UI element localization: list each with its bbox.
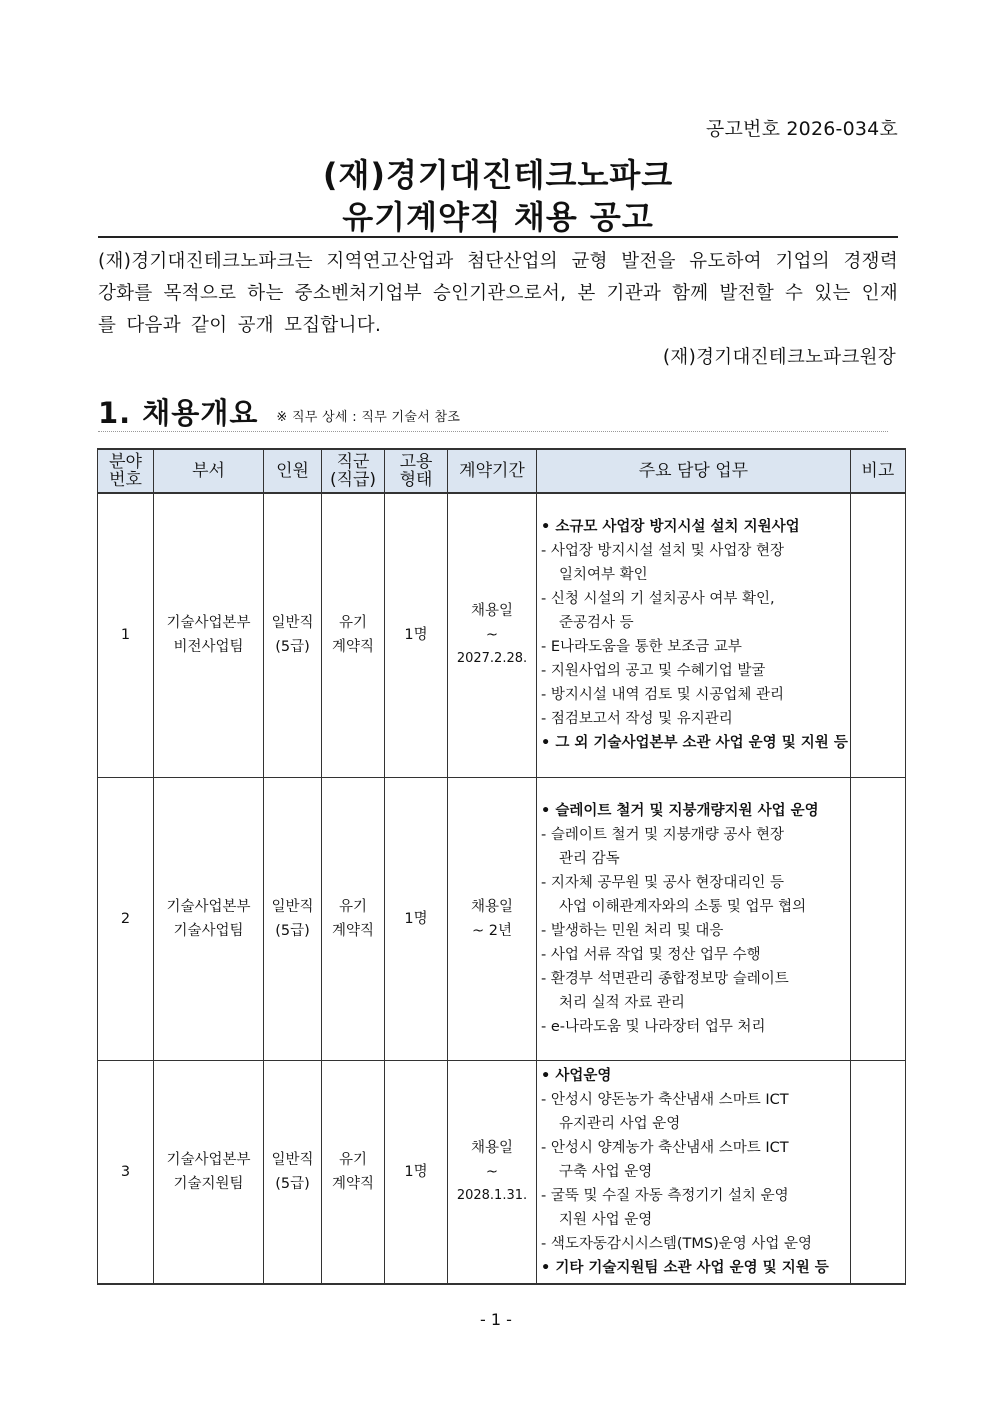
row-form: 유기 계약직: [322, 777, 385, 1060]
row-count: 1명: [385, 493, 448, 777]
table-header-row: [98, 449, 906, 493]
title-notice: 유기계약직 채용 공고: [342, 198, 654, 236]
row-duties: • 소규모 사업장 방지시설 설치 지원사업 - 사업장 방지시설 설치 및 사업장 현장 일치여부 확인 - 신청 시설의 기 설치공사 여부 확인, 준공검사 등 - E나라도움을 통한 보조금 교부 - 지원사업의 공고 및 수혜기업 발굴 - 방지시설 내역 검토 및 시공업체 관리 - 점검보고서 작성 및 유지관리 • 그 외 기술사업본부 소관 사업 운영 및 지원 등: [537, 493, 851, 777]
row-dept: 기술사업본부 기술사업팀: [154, 777, 264, 1060]
section-divider: [98, 431, 888, 432]
recruitment-table: [97, 448, 906, 1285]
header-remarks: 비고: [850, 449, 905, 493]
row-dept: 기술사업본부 기술지원팀: [154, 1060, 264, 1284]
row-count: 1명: [385, 777, 448, 1060]
notice-number: 공고번호 2026-034호: [705, 118, 898, 140]
intro-paragraph: (재)경기대진테크노파크는 지역연고산업과 첨단산업의 균형 발전을 유도하여 기업의 경쟁력 강화를 목적으로 하는 중소벤처기업부 승인기관으로서, 본 기관과 함께 발전할 수 있는 인재를 다음과 같이 공개 모집합니다.: [98, 251, 898, 336]
header-no: 분야 번호: [98, 449, 154, 493]
row-form: 유기 계약직: [322, 1060, 385, 1284]
row-duties: • 슬레이트 철거 및 지붕개량지원 사업 운영 - 슬레이트 철거 및 지붕개량 공사 현장 관리 감독 - 지자체 공무원 및 공사 현장대리인 등 사업 이해관계자와의 소통 및 업무 협의 - 발생하는 민원 처리 및 대응 - 사업 서류 작업 및 정산 업무 수행 - 환경부 석면관리 종합정보망 슬레이트 처리 실적 자료 관리 - e-나라도움 및 나라장터 업무 처리: [537, 777, 851, 1060]
signature: (재)경기대진테크노파크원장: [662, 347, 896, 368]
page-number: - 1 -: [480, 1310, 512, 1329]
row-class: 일반직 (5급): [264, 777, 322, 1060]
row-remarks: [850, 493, 905, 777]
row-duties: • 사업운영 - 안성시 양돈농가 축산냄새 스마트 ICT 유지관리 사업 운영 - 안성시 양계농가 축산냄새 스마트 ICT 구축 사업 운영 - 굴뚝 및 수질 자동 측정기기 설치 운영 지원 사업 운영 - 색도자동감시시스템(TMS)운영 사업 운영 • 기타 기술지원팀 소관 사업 운영 및 지원 등: [537, 1060, 851, 1284]
row-class: 일반직 (5급): [264, 1060, 322, 1284]
header-grade: 인원: [264, 449, 322, 493]
row-period: 채용일 ~ 2028.1.31.: [448, 1060, 537, 1284]
header-form: 고용 형태: [385, 449, 448, 493]
row-no: 3: [98, 1060, 154, 1284]
row-dept: 기술사업본부 비전사업팀: [154, 493, 264, 777]
header-type: 직군 (직급): [322, 449, 385, 493]
section-title: 1. 채용개요: [98, 396, 259, 430]
row-period: 채용일 ~ 2년: [448, 777, 537, 1060]
row-no: 2: [98, 777, 154, 1060]
row-count: 1명: [385, 1060, 448, 1284]
section-heading: [98, 388, 460, 432]
table-row: [98, 1060, 906, 1284]
header-dept: 부서: [154, 449, 264, 493]
header-duties: 주요 담당 업무: [537, 449, 851, 493]
row-period: 채용일 ~ 2027.2.28.: [448, 493, 537, 777]
row-class: 일반직 (5급): [264, 493, 322, 777]
title-divider: [98, 236, 898, 238]
title-organization: (재)경기대진테크노파크: [322, 156, 674, 194]
row-no: 1: [98, 493, 154, 777]
row-remarks: [850, 1060, 905, 1284]
row-remarks: [850, 777, 905, 1060]
table-row: [98, 493, 906, 777]
section-note: ※ 직무 상세 : 직무 기술서 참조: [276, 410, 461, 425]
row-form: 유기 계약직: [322, 493, 385, 777]
header-period: 계약기간: [448, 449, 537, 493]
table-row: [98, 777, 906, 1060]
